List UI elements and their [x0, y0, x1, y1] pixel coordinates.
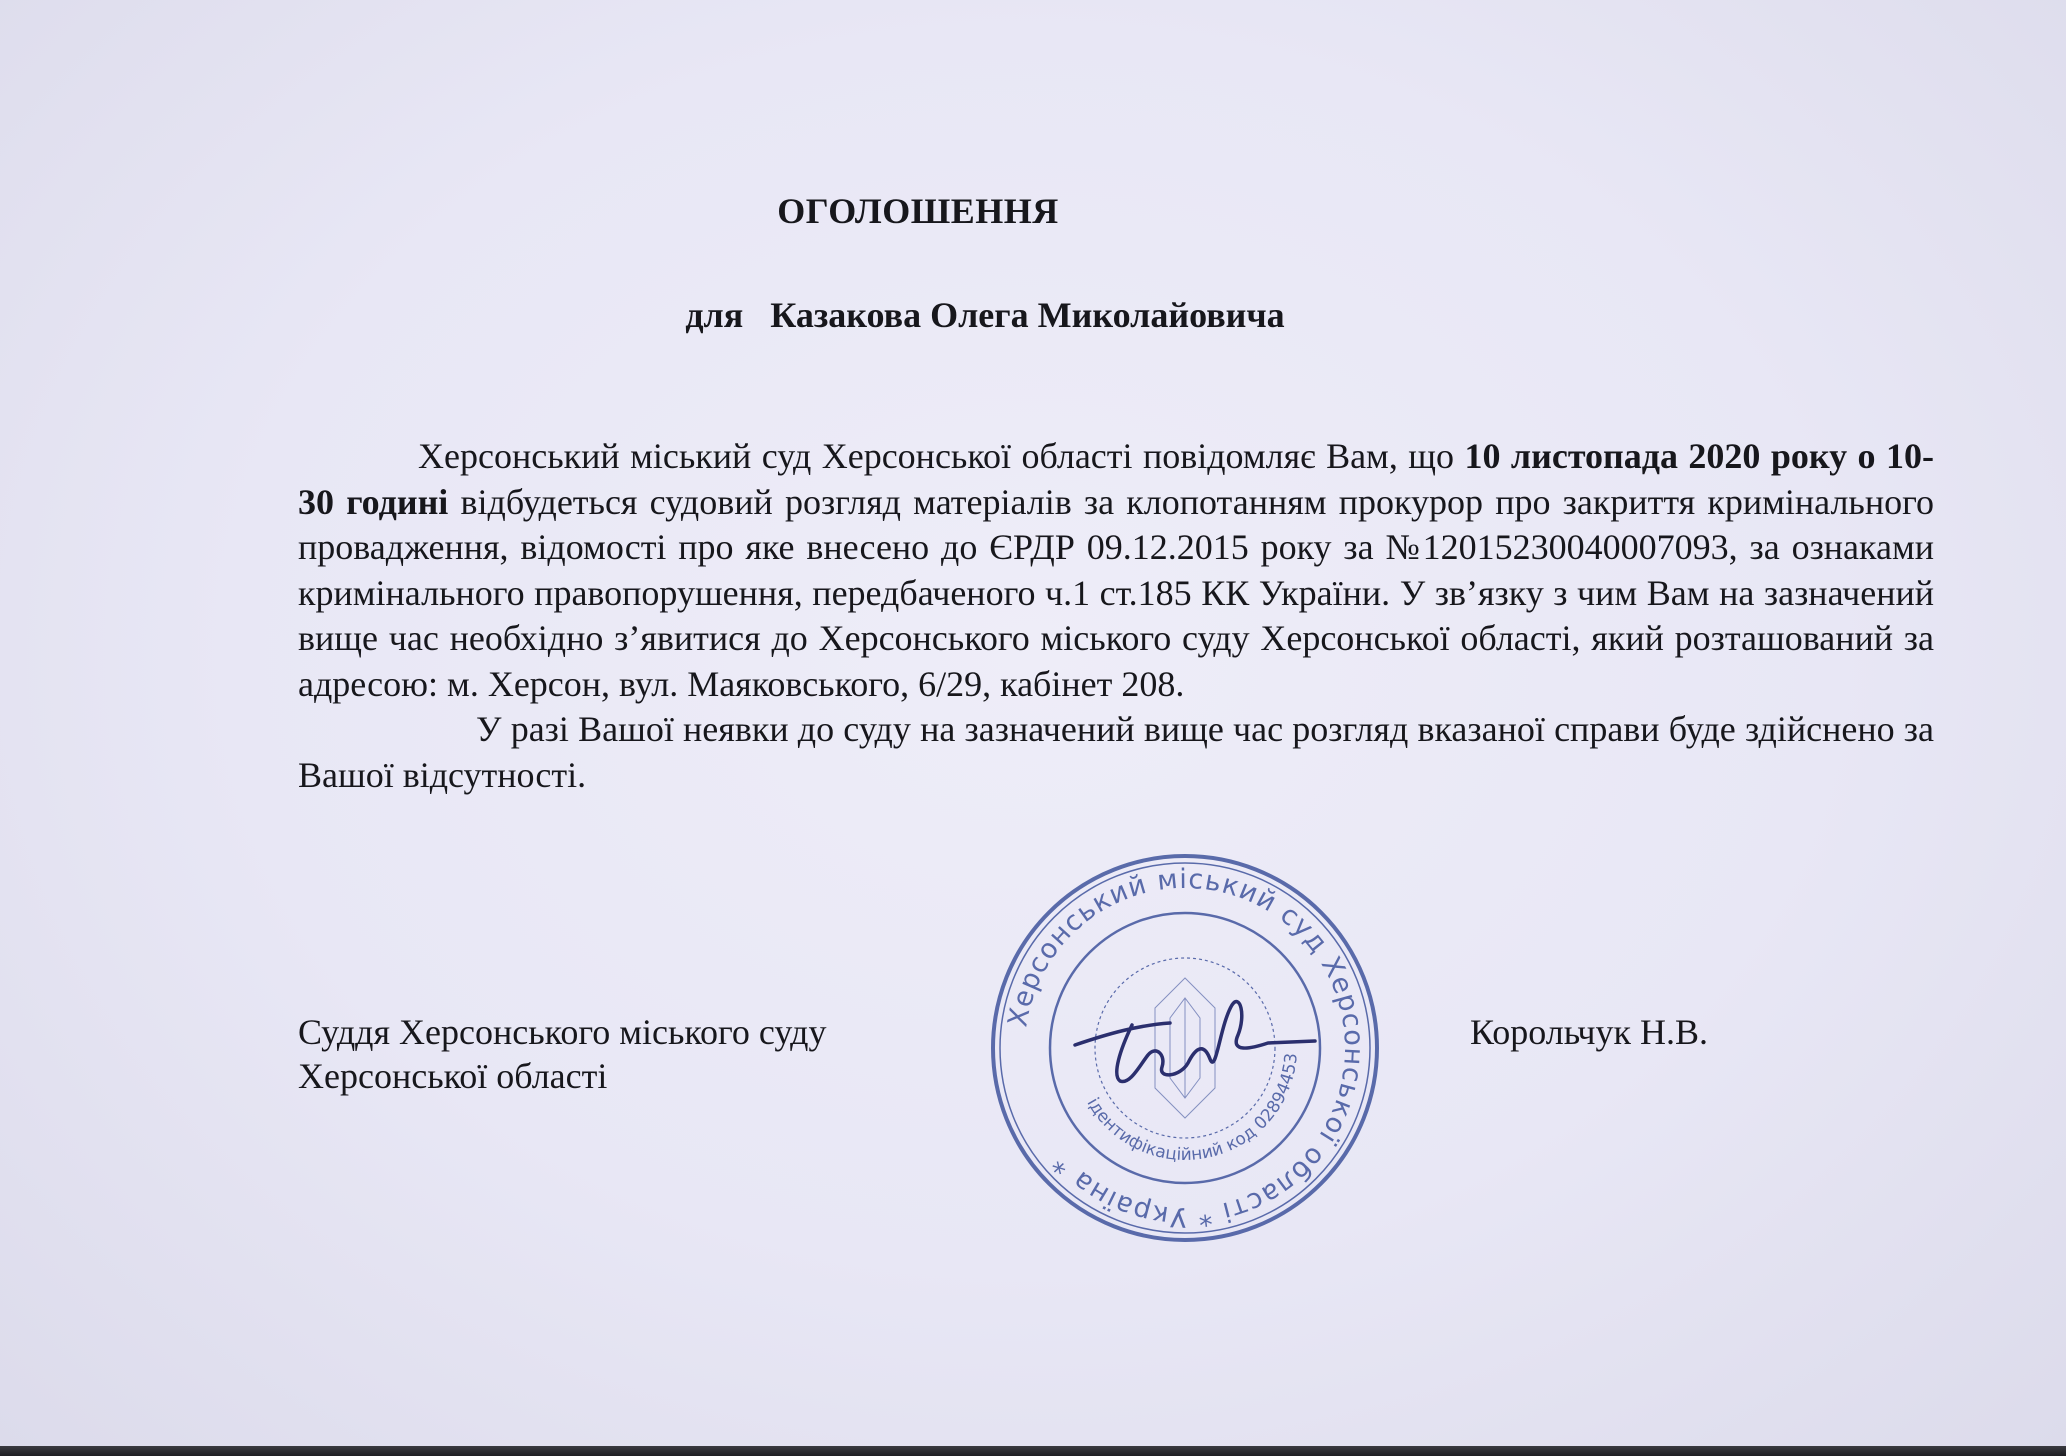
judge-position-line-1: Суддя Херсонського міського суду	[298, 1012, 827, 1052]
notice-recipient: для Казакова Олега Миколайовича	[685, 295, 1285, 335]
notice-title: ОГОЛОШЕННЯ	[777, 191, 1059, 231]
seal-outer-text-path: Херсонський міський суд Херсонської області * Україна *	[1002, 863, 1370, 1233]
notice-paragraph-1	[298, 434, 1934, 707]
notice-paragraph-2: У разі Вашої неявки до суду на зазначений вище час розгляд вказаної справи буде здійснено за Вашої відсутності.	[298, 709, 1934, 795]
paragraph-1-rest: відбудеться судовий розгляд матеріалів за клопотанням прокурор про закриття кримінального провадження, відомості про яке внесено до ЄРДР 09.12.2015 року за №12015230040007093, за ознаками кримінального правопорушення, передбаченого ч.1 ст.185 КК України. У зв’язку з чим Вам на зазначений вище час необхідно з’явитися до Херсонського міського суду Херсонської області, який розташований за адресою: м. Херсон, вул. Маяковського, 6/29, кабінет 208.	[298, 481, 1934, 704]
notice-body	[298, 434, 1934, 798]
signature-stroke	[1075, 1002, 1315, 1082]
paragraph-1-intro: Херсонський міський суд Херсонської області повідомляє Вам, що	[418, 436, 1465, 476]
page-bottom-edge	[0, 1446, 2066, 1456]
judge-signature	[1070, 985, 1320, 1095]
judge-position	[298, 1010, 826, 1098]
hearing-date: 10 листопада 2020 року о 10-30 годині	[298, 436, 1934, 522]
judge-position-line-2: Херсонської області	[298, 1056, 608, 1096]
seal-inner-text-path: ідентифікаційний код 02894453	[1082, 1052, 1302, 1166]
judge-name: Корольчук Н.В.	[1470, 1012, 1708, 1052]
